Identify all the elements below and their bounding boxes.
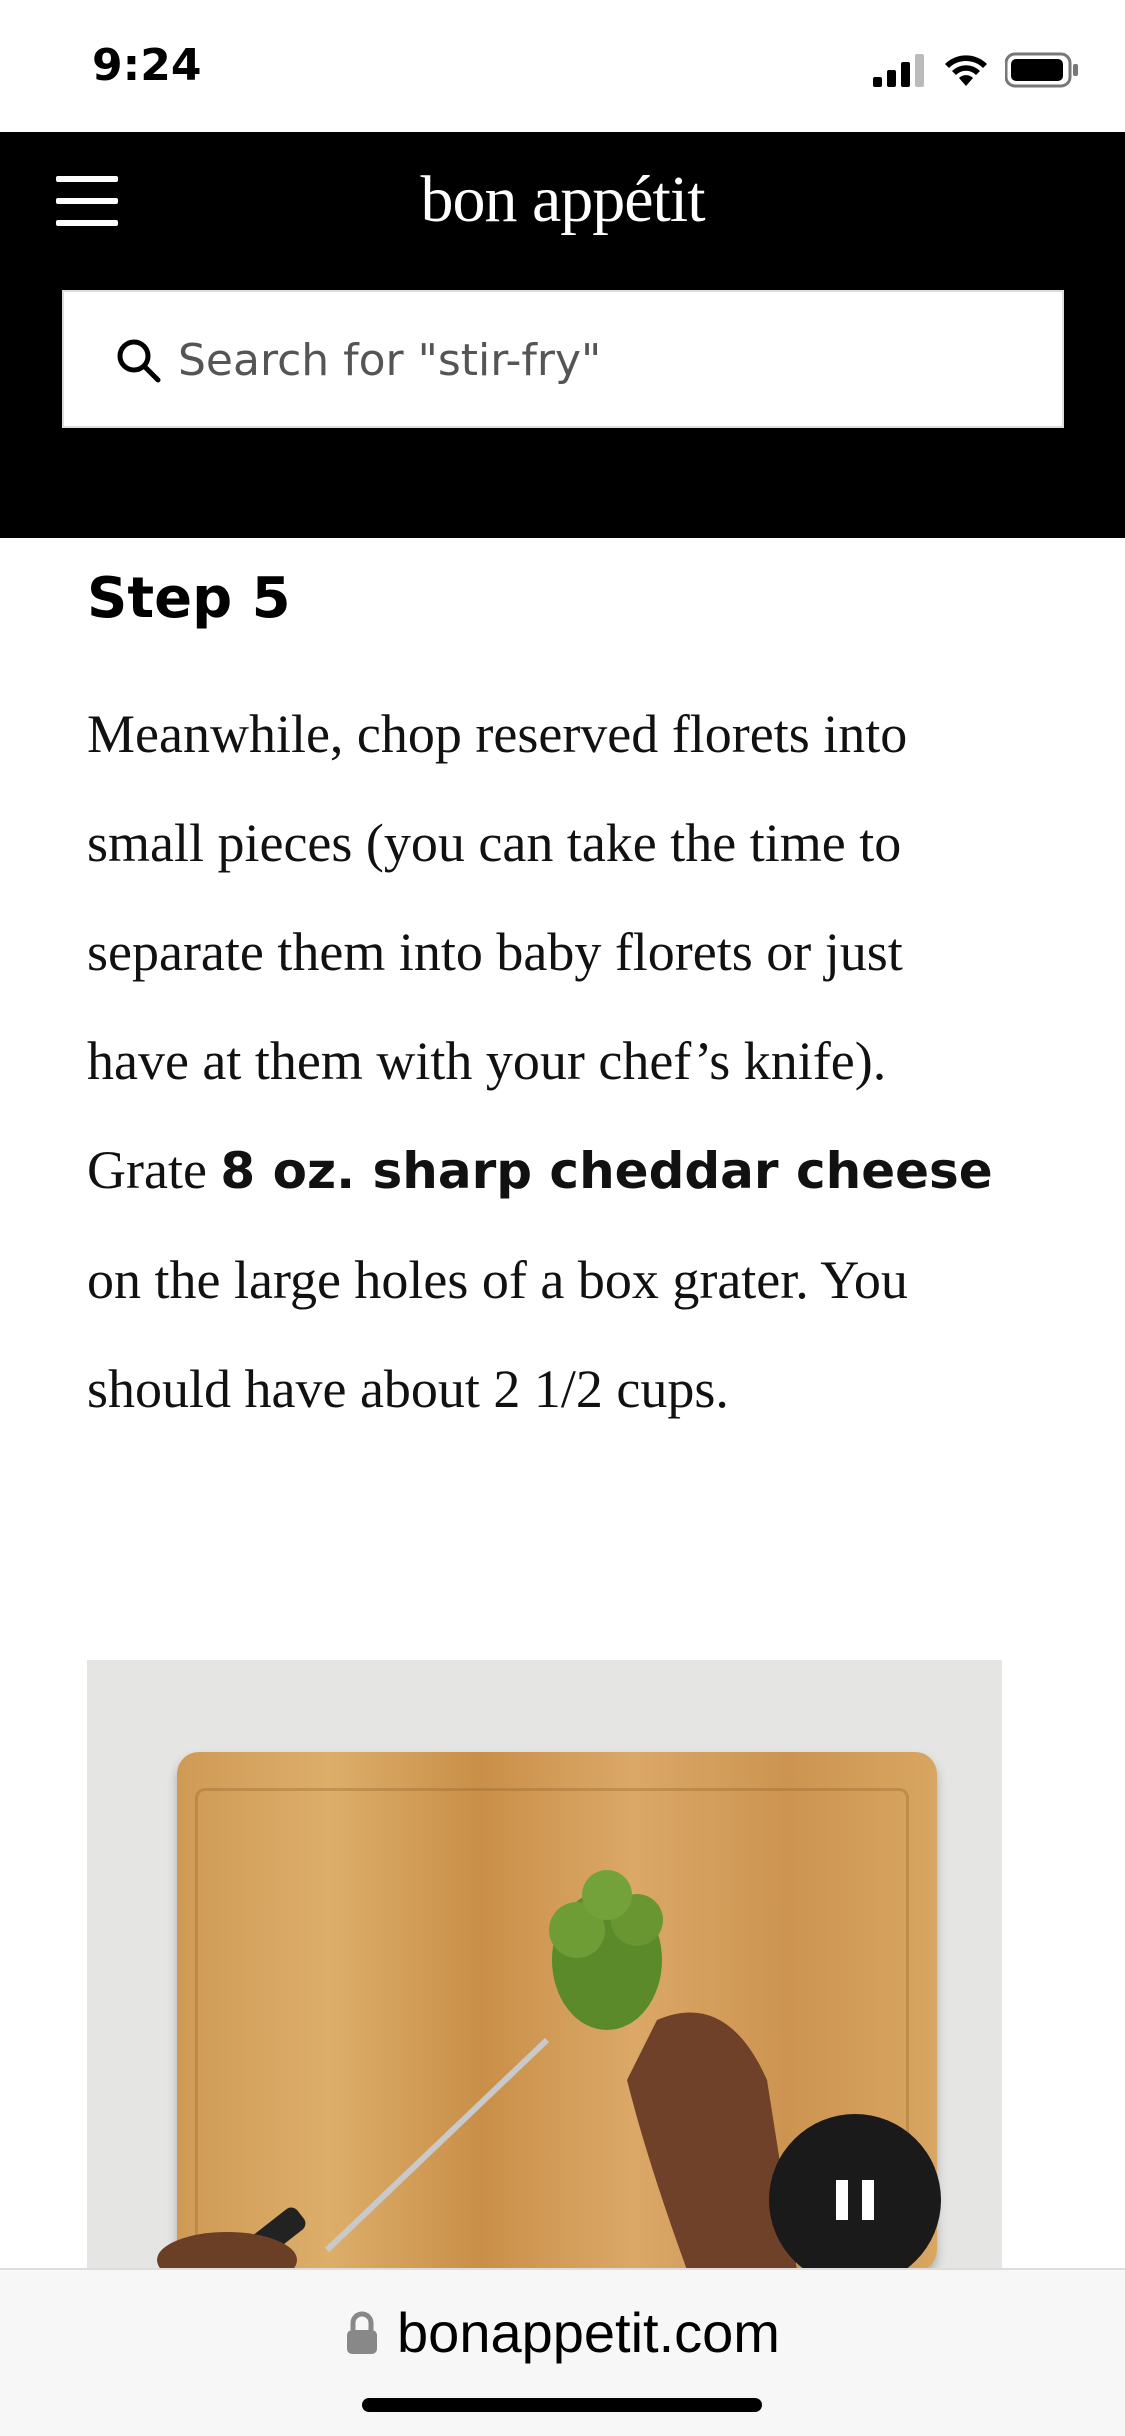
status-bar	[0, 0, 1125, 132]
status-time: 9:24	[92, 40, 202, 91]
step-video[interactable]	[87, 1660, 1002, 2270]
search-input[interactable]	[178, 322, 1038, 398]
step-text-part-2: on the large holes of a box grater. You should have about 2 1/2 cups.	[87, 1250, 908, 1419]
step-text	[87, 680, 1007, 1444]
battery-icon	[1005, 52, 1079, 88]
url-content[interactable]	[0, 2300, 1125, 2365]
url-domain: bonappetit.com	[397, 2301, 780, 2364]
status-icons	[873, 50, 1079, 90]
search-icon	[114, 336, 162, 384]
step-ingredient-bold: 8 oz. sharp cheddar cheese	[220, 1142, 993, 1200]
brand-logo[interactable]: bon appétit	[420, 163, 705, 236]
search-box[interactable]	[62, 290, 1064, 428]
step-heading: Step 5	[87, 566, 291, 631]
home-indicator	[362, 2398, 762, 2412]
lock-icon	[345, 2310, 379, 2356]
step-text-part-1: Meanwhile, chop reserved florets into small pieces (you can take the time to separate them into baby florets or just have at them with your chef’s knife). Grate	[87, 704, 908, 1200]
wifi-icon	[943, 53, 989, 87]
cellular-signal-icon	[873, 53, 927, 87]
site-header	[0, 132, 1125, 538]
